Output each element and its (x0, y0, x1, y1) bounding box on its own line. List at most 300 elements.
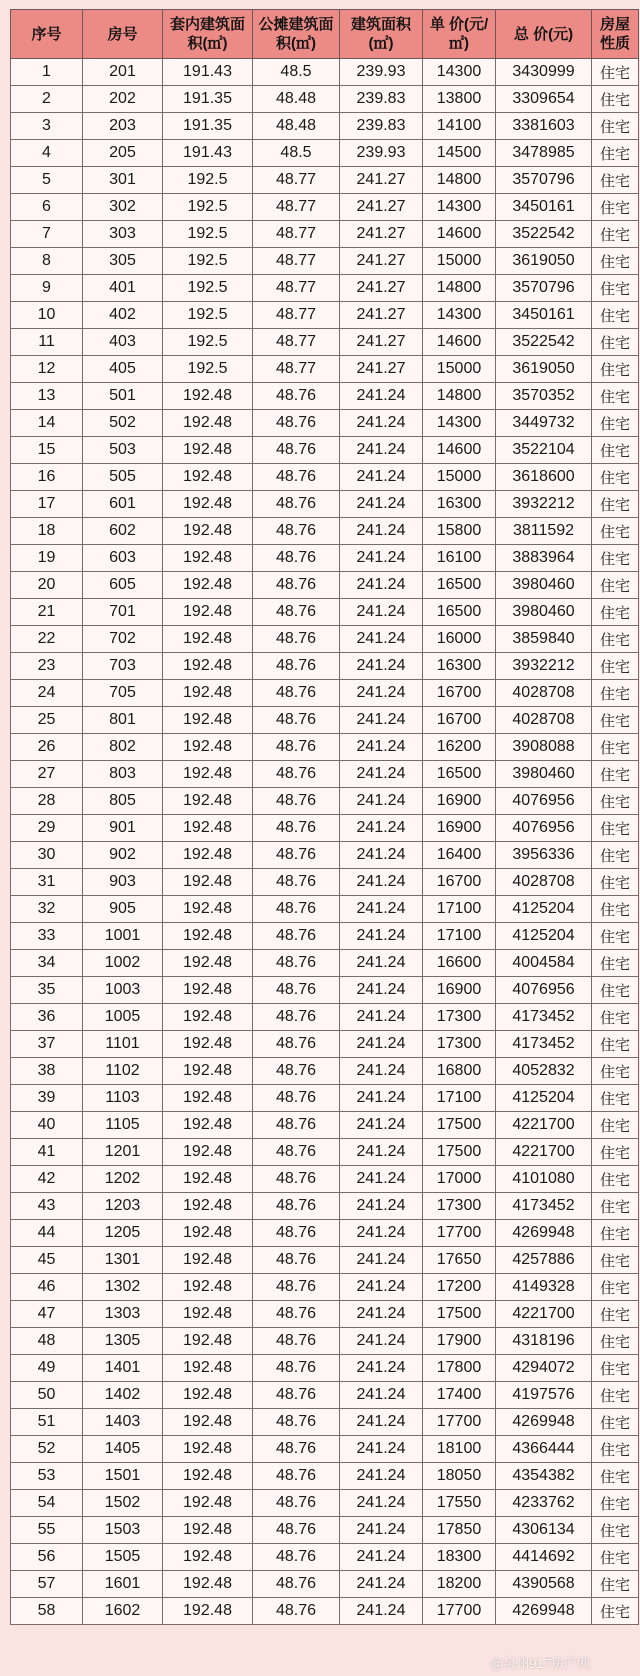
cell-unit-price: 15000 (423, 464, 496, 491)
cell-property-type: 住宅 (592, 842, 639, 869)
cell-unit-price: 14100 (423, 113, 496, 140)
cell-room-number: 902 (83, 842, 163, 869)
cell-room-number: 1003 (83, 977, 163, 1004)
cell-inner-area: 192.5 (163, 302, 253, 329)
cell-unit-price: 18200 (423, 1571, 496, 1598)
cell-property-type: 住宅 (592, 1382, 639, 1409)
header-room-number: 房号 (83, 10, 163, 59)
cell-room-number: 1105 (83, 1112, 163, 1139)
cell-seq: 45 (11, 1247, 83, 1274)
cell-property-type: 住宅 (592, 1166, 639, 1193)
cell-unit-price: 14800 (423, 383, 496, 410)
cell-property-type: 住宅 (592, 302, 639, 329)
cell-total-price: 4076956 (496, 788, 592, 815)
cell-total-price: 4028708 (496, 707, 592, 734)
cell-gross-area: 241.24 (340, 761, 423, 788)
cell-total-price: 3619050 (496, 356, 592, 383)
cell-property-type: 住宅 (592, 1571, 639, 1598)
cell-room-number: 205 (83, 140, 163, 167)
cell-room-number: 1602 (83, 1598, 163, 1625)
cell-gross-area: 241.24 (340, 680, 423, 707)
cell-seq: 29 (11, 815, 83, 842)
cell-gross-area: 241.24 (340, 1193, 423, 1220)
cell-seq: 1 (11, 59, 83, 86)
cell-shared-area: 48.76 (253, 1247, 340, 1274)
cell-property-type: 住宅 (592, 1436, 639, 1463)
cell-room-number: 602 (83, 518, 163, 545)
cell-shared-area: 48.77 (253, 329, 340, 356)
cell-inner-area: 192.48 (163, 788, 253, 815)
cell-room-number: 705 (83, 680, 163, 707)
cell-inner-area: 192.48 (163, 1436, 253, 1463)
cell-shared-area: 48.76 (253, 815, 340, 842)
cell-room-number: 1403 (83, 1409, 163, 1436)
cell-unit-price: 17800 (423, 1355, 496, 1382)
cell-room-number: 1303 (83, 1301, 163, 1328)
cell-property-type: 住宅 (592, 680, 639, 707)
table-row (11, 869, 639, 896)
cell-gross-area: 241.24 (340, 1085, 423, 1112)
cell-shared-area: 48.48 (253, 113, 340, 140)
cell-room-number: 302 (83, 194, 163, 221)
table-row (11, 1139, 639, 1166)
cell-inner-area: 192.48 (163, 545, 253, 572)
cell-property-type: 住宅 (592, 977, 639, 1004)
cell-unit-price: 17500 (423, 1301, 496, 1328)
cell-total-price: 4269948 (496, 1598, 592, 1625)
cell-property-type: 住宅 (592, 1301, 639, 1328)
cell-total-price: 4173452 (496, 1031, 592, 1058)
cell-total-price: 4125204 (496, 923, 592, 950)
cell-shared-area: 48.77 (253, 302, 340, 329)
cell-property-type: 住宅 (592, 923, 639, 950)
cell-property-type: 住宅 (592, 572, 639, 599)
cell-gross-area: 241.24 (340, 491, 423, 518)
cell-property-type: 住宅 (592, 950, 639, 977)
cell-unit-price: 18100 (423, 1436, 496, 1463)
cell-gross-area: 241.24 (340, 1409, 423, 1436)
cell-seq: 49 (11, 1355, 83, 1382)
cell-total-price: 3478985 (496, 140, 592, 167)
cell-seq: 12 (11, 356, 83, 383)
cell-unit-price: 17100 (423, 1085, 496, 1112)
cell-shared-area: 48.76 (253, 1166, 340, 1193)
cell-room-number: 405 (83, 356, 163, 383)
cell-inner-area: 192.48 (163, 1031, 253, 1058)
cell-total-price: 3522542 (496, 221, 592, 248)
cell-gross-area: 241.24 (340, 1301, 423, 1328)
cell-seq: 18 (11, 518, 83, 545)
price-table (10, 9, 639, 1625)
cell-unit-price: 15800 (423, 518, 496, 545)
cell-unit-price: 17400 (423, 1382, 496, 1409)
cell-shared-area: 48.48 (253, 86, 340, 113)
cell-shared-area: 48.76 (253, 1112, 340, 1139)
cell-seq: 48 (11, 1328, 83, 1355)
cell-room-number: 201 (83, 59, 163, 86)
cell-room-number: 805 (83, 788, 163, 815)
cell-unit-price: 14300 (423, 194, 496, 221)
cell-unit-price: 17700 (423, 1220, 496, 1247)
cell-room-number: 1401 (83, 1355, 163, 1382)
cell-inner-area: 192.48 (163, 896, 253, 923)
cell-inner-area: 192.48 (163, 1004, 253, 1031)
cell-gross-area: 241.24 (340, 1571, 423, 1598)
table-header (11, 10, 639, 59)
cell-seq: 46 (11, 1274, 83, 1301)
cell-room-number: 203 (83, 113, 163, 140)
cell-total-price: 4269948 (496, 1409, 592, 1436)
cell-property-type: 住宅 (592, 1517, 639, 1544)
cell-inner-area: 192.5 (163, 329, 253, 356)
cell-unit-price: 18050 (423, 1463, 496, 1490)
cell-inner-area: 192.48 (163, 437, 253, 464)
cell-gross-area: 239.93 (340, 140, 423, 167)
cell-seq: 31 (11, 869, 83, 896)
cell-seq: 32 (11, 896, 83, 923)
cell-gross-area: 241.24 (340, 1382, 423, 1409)
cell-unit-price: 14800 (423, 167, 496, 194)
cell-shared-area: 48.76 (253, 1004, 340, 1031)
cell-inner-area: 192.48 (163, 1517, 253, 1544)
cell-unit-price: 16200 (423, 734, 496, 761)
cell-total-price: 3450161 (496, 194, 592, 221)
cell-room-number: 1405 (83, 1436, 163, 1463)
cell-room-number: 505 (83, 464, 163, 491)
cell-property-type: 住宅 (592, 653, 639, 680)
cell-shared-area: 48.76 (253, 1328, 340, 1355)
cell-total-price: 3381603 (496, 113, 592, 140)
table-row (11, 86, 639, 113)
table-row (11, 923, 639, 950)
cell-seq: 10 (11, 302, 83, 329)
cell-inner-area: 192.48 (163, 1544, 253, 1571)
price-list-sheet (10, 9, 638, 1625)
cell-room-number: 701 (83, 599, 163, 626)
cell-property-type: 住宅 (592, 545, 639, 572)
cell-shared-area: 48.77 (253, 221, 340, 248)
cell-room-number: 1203 (83, 1193, 163, 1220)
table-row (11, 1436, 639, 1463)
cell-property-type: 住宅 (592, 167, 639, 194)
cell-total-price: 3618600 (496, 464, 592, 491)
cell-inner-area: 192.48 (163, 734, 253, 761)
cell-shared-area: 48.76 (253, 410, 340, 437)
cell-shared-area: 48.77 (253, 194, 340, 221)
cell-inner-area: 192.48 (163, 599, 253, 626)
cell-seq: 28 (11, 788, 83, 815)
cell-shared-area: 48.76 (253, 977, 340, 1004)
cell-inner-area: 192.48 (163, 1598, 253, 1625)
cell-property-type: 住宅 (592, 1139, 639, 1166)
cell-shared-area: 48.76 (253, 680, 340, 707)
cell-gross-area: 241.27 (340, 302, 423, 329)
cell-gross-area: 241.24 (340, 1274, 423, 1301)
cell-inner-area: 192.48 (163, 383, 253, 410)
cell-room-number: 603 (83, 545, 163, 572)
cell-property-type: 住宅 (592, 86, 639, 113)
cell-inner-area: 192.48 (163, 1247, 253, 1274)
cell-gross-area: 241.24 (340, 437, 423, 464)
cell-inner-area: 192.48 (163, 1382, 253, 1409)
cell-total-price: 3570796 (496, 167, 592, 194)
cell-shared-area: 48.5 (253, 140, 340, 167)
cell-property-type: 住宅 (592, 869, 639, 896)
cell-seq: 57 (11, 1571, 83, 1598)
cell-shared-area: 48.76 (253, 1058, 340, 1085)
table-row (11, 59, 639, 86)
cell-total-price: 4221700 (496, 1301, 592, 1328)
cell-gross-area: 241.24 (340, 1058, 423, 1085)
cell-inner-area: 192.48 (163, 923, 253, 950)
header-gross-area: 建筑面积(㎡) (340, 10, 423, 59)
cell-seq: 2 (11, 86, 83, 113)
cell-inner-area: 192.48 (163, 869, 253, 896)
cell-gross-area: 239.93 (340, 59, 423, 86)
cell-seq: 9 (11, 275, 83, 302)
cell-shared-area: 48.77 (253, 167, 340, 194)
cell-inner-area: 192.48 (163, 1571, 253, 1598)
cell-property-type: 住宅 (592, 437, 639, 464)
table-row (11, 707, 639, 734)
cell-shared-area: 48.76 (253, 572, 340, 599)
table-row (11, 977, 639, 1004)
cell-shared-area: 48.76 (253, 734, 340, 761)
cell-seq: 11 (11, 329, 83, 356)
cell-unit-price: 16700 (423, 707, 496, 734)
cell-total-price: 3980460 (496, 599, 592, 626)
cell-gross-area: 241.24 (340, 1355, 423, 1382)
cell-room-number: 1501 (83, 1463, 163, 1490)
cell-room-number: 501 (83, 383, 163, 410)
cell-shared-area: 48.76 (253, 1436, 340, 1463)
cell-inner-area: 192.5 (163, 167, 253, 194)
cell-property-type: 住宅 (592, 1031, 639, 1058)
cell-total-price: 4076956 (496, 815, 592, 842)
cell-seq: 41 (11, 1139, 83, 1166)
cell-shared-area: 48.76 (253, 653, 340, 680)
cell-shared-area: 48.77 (253, 356, 340, 383)
table-row (11, 626, 639, 653)
table-row (11, 140, 639, 167)
cell-unit-price: 14600 (423, 437, 496, 464)
cell-total-price: 3980460 (496, 572, 592, 599)
cell-gross-area: 241.24 (340, 464, 423, 491)
table-row (11, 896, 639, 923)
cell-total-price: 4028708 (496, 680, 592, 707)
cell-inner-area: 192.48 (163, 1085, 253, 1112)
cell-unit-price: 17900 (423, 1328, 496, 1355)
cell-room-number: 803 (83, 761, 163, 788)
cell-gross-area: 241.24 (340, 383, 423, 410)
cell-unit-price: 17650 (423, 1247, 496, 1274)
cell-inner-area: 192.5 (163, 275, 253, 302)
cell-gross-area: 241.24 (340, 1598, 423, 1625)
table-row (11, 1355, 639, 1382)
cell-seq: 5 (11, 167, 83, 194)
cell-gross-area: 241.27 (340, 221, 423, 248)
table-row (11, 1274, 639, 1301)
cell-room-number: 1402 (83, 1382, 163, 1409)
cell-property-type: 住宅 (592, 734, 639, 761)
cell-inner-area: 192.48 (163, 761, 253, 788)
cell-property-type: 住宅 (592, 1490, 639, 1517)
cell-room-number: 1505 (83, 1544, 163, 1571)
table-row (11, 221, 639, 248)
cell-property-type: 住宅 (592, 464, 639, 491)
cell-inner-area: 192.48 (163, 1409, 253, 1436)
cell-gross-area: 241.27 (340, 329, 423, 356)
cell-total-price: 3932212 (496, 491, 592, 518)
cell-seq: 13 (11, 383, 83, 410)
cell-unit-price: 16900 (423, 977, 496, 1004)
table-row (11, 545, 639, 572)
cell-inner-area: 192.48 (163, 1058, 253, 1085)
cell-unit-price: 16000 (423, 626, 496, 653)
cell-seq: 27 (11, 761, 83, 788)
cell-inner-area: 192.48 (163, 1301, 253, 1328)
cell-seq: 37 (11, 1031, 83, 1058)
cell-gross-area: 241.24 (340, 1139, 423, 1166)
cell-inner-area: 192.48 (163, 1490, 253, 1517)
cell-inner-area: 192.48 (163, 410, 253, 437)
cell-seq: 15 (11, 437, 83, 464)
cell-unit-price: 15000 (423, 248, 496, 275)
table-row (11, 410, 639, 437)
cell-gross-area: 241.27 (340, 275, 423, 302)
cell-property-type: 住宅 (592, 1058, 639, 1085)
cell-shared-area: 48.76 (253, 1463, 340, 1490)
cell-unit-price: 17850 (423, 1517, 496, 1544)
cell-gross-area: 239.83 (340, 113, 423, 140)
cell-seq: 14 (11, 410, 83, 437)
cell-total-price: 4221700 (496, 1112, 592, 1139)
cell-shared-area: 48.76 (253, 1490, 340, 1517)
cell-property-type: 住宅 (592, 1112, 639, 1139)
cell-property-type: 住宅 (592, 518, 639, 545)
cell-inner-area: 192.48 (163, 518, 253, 545)
cell-shared-area: 48.76 (253, 464, 340, 491)
cell-unit-price: 16600 (423, 950, 496, 977)
cell-room-number: 1101 (83, 1031, 163, 1058)
table-row (11, 329, 639, 356)
cell-seq: 58 (11, 1598, 83, 1625)
cell-inner-area: 191.35 (163, 113, 253, 140)
cell-gross-area: 241.24 (340, 572, 423, 599)
cell-gross-area: 241.24 (340, 869, 423, 896)
cell-unit-price: 14500 (423, 140, 496, 167)
cell-inner-area: 192.48 (163, 572, 253, 599)
cell-unit-price: 17000 (423, 1166, 496, 1193)
cell-gross-area: 241.24 (340, 626, 423, 653)
cell-room-number: 802 (83, 734, 163, 761)
cell-unit-price: 14300 (423, 59, 496, 86)
cell-unit-price: 17500 (423, 1112, 496, 1139)
cell-shared-area: 48.76 (253, 788, 340, 815)
cell-room-number: 301 (83, 167, 163, 194)
cell-gross-area: 241.24 (340, 1220, 423, 1247)
cell-total-price: 3980460 (496, 761, 592, 788)
cell-gross-area: 241.27 (340, 167, 423, 194)
cell-shared-area: 48.76 (253, 1193, 340, 1220)
cell-gross-area: 241.24 (340, 518, 423, 545)
table-row (11, 1220, 639, 1247)
cell-inner-area: 192.5 (163, 248, 253, 275)
cell-gross-area: 241.24 (340, 545, 423, 572)
cell-seq: 40 (11, 1112, 83, 1139)
cell-seq: 39 (11, 1085, 83, 1112)
cell-unit-price: 16300 (423, 491, 496, 518)
cell-seq: 26 (11, 734, 83, 761)
cell-property-type: 住宅 (592, 1463, 639, 1490)
watermark: @泉州917房产网 (490, 1656, 590, 1671)
cell-unit-price: 16900 (423, 815, 496, 842)
cell-total-price: 4221700 (496, 1139, 592, 1166)
cell-seq: 54 (11, 1490, 83, 1517)
cell-seq: 53 (11, 1463, 83, 1490)
cell-inner-area: 191.43 (163, 59, 253, 86)
cell-inner-area: 192.48 (163, 1166, 253, 1193)
cell-gross-area: 241.24 (340, 1490, 423, 1517)
cell-total-price: 4028708 (496, 869, 592, 896)
cell-gross-area: 241.24 (340, 842, 423, 869)
table-row (11, 1382, 639, 1409)
cell-unit-price: 17300 (423, 1193, 496, 1220)
cell-property-type: 住宅 (592, 707, 639, 734)
header-inner-area: 套内建筑面积(㎡) (163, 10, 253, 59)
cell-shared-area: 48.76 (253, 1031, 340, 1058)
cell-gross-area: 241.27 (340, 194, 423, 221)
cell-unit-price: 18300 (423, 1544, 496, 1571)
table-row (11, 599, 639, 626)
cell-total-price: 4101080 (496, 1166, 592, 1193)
cell-total-price: 4173452 (496, 1193, 592, 1220)
cell-total-price: 4125204 (496, 1085, 592, 1112)
cell-property-type: 住宅 (592, 329, 639, 356)
cell-unit-price: 17550 (423, 1490, 496, 1517)
cell-total-price: 4173452 (496, 1004, 592, 1031)
table-row (11, 464, 639, 491)
cell-room-number: 401 (83, 275, 163, 302)
cell-room-number: 1001 (83, 923, 163, 950)
table-row (11, 680, 639, 707)
cell-room-number: 1503 (83, 1517, 163, 1544)
cell-room-number: 901 (83, 815, 163, 842)
cell-inner-area: 192.48 (163, 842, 253, 869)
cell-unit-price: 17200 (423, 1274, 496, 1301)
cell-inner-area: 192.48 (163, 1220, 253, 1247)
cell-unit-price: 16400 (423, 842, 496, 869)
cell-property-type: 住宅 (592, 1598, 639, 1625)
cell-property-type: 住宅 (592, 383, 639, 410)
cell-seq: 19 (11, 545, 83, 572)
table-row (11, 1544, 639, 1571)
cell-inner-area: 192.48 (163, 1463, 253, 1490)
cell-unit-price: 16900 (423, 788, 496, 815)
cell-total-price: 3811592 (496, 518, 592, 545)
cell-shared-area: 48.76 (253, 1301, 340, 1328)
cell-room-number: 303 (83, 221, 163, 248)
header-seq: 序号 (11, 10, 83, 59)
cell-unit-price: 16700 (423, 869, 496, 896)
cell-gross-area: 239.83 (340, 86, 423, 113)
cell-seq: 51 (11, 1409, 83, 1436)
cell-shared-area: 48.76 (253, 437, 340, 464)
cell-shared-area: 48.76 (253, 383, 340, 410)
cell-unit-price: 14600 (423, 329, 496, 356)
cell-seq: 36 (11, 1004, 83, 1031)
table-row (11, 815, 639, 842)
